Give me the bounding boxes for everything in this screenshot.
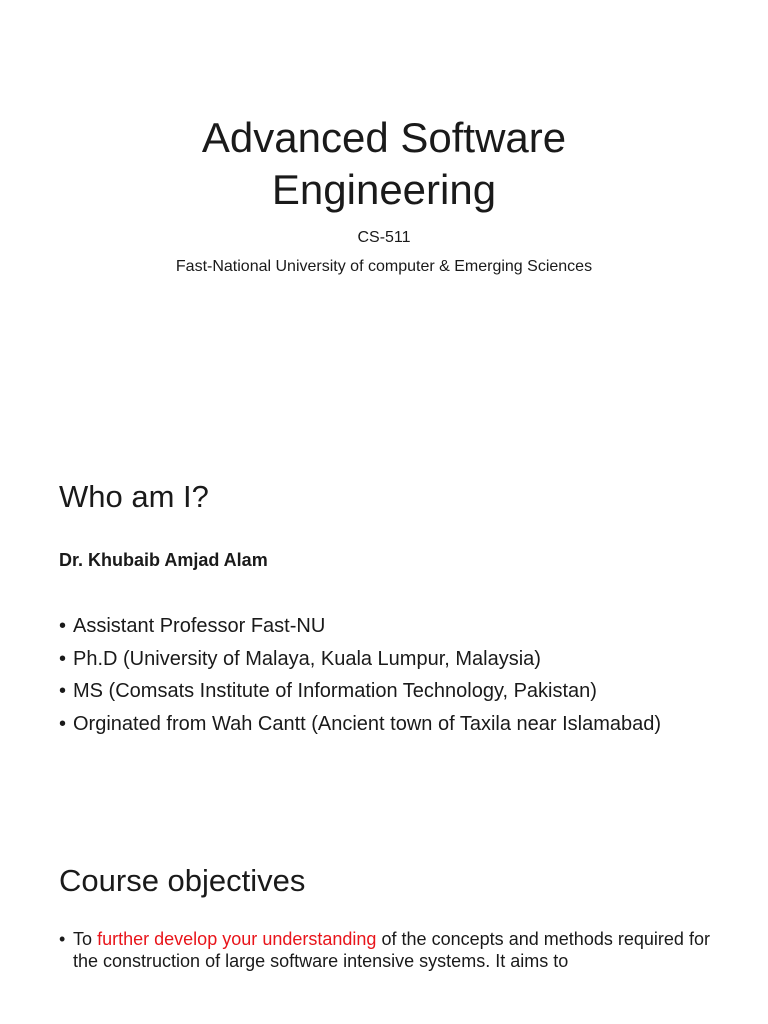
slide-heading: Who am I? — [59, 479, 209, 514]
objective-highlight: further develop your understanding — [97, 929, 377, 949]
bullet-list — [59, 610, 661, 740]
slide-title — [0, 112, 768, 216]
bullet-item: • Ph.D (University of Malaya, Kuala Lumpur, Malaysia) — [59, 643, 661, 676]
title-line-1: Advanced Software — [201, 114, 567, 161]
bullet-item: • Orginated from Wah Cantt (Ancient town of Taxila near Islamabad) — [59, 708, 661, 741]
objective-bullet — [59, 928, 710, 972]
title-slide — [0, 0, 768, 432]
course-code: CS-511 — [357, 229, 411, 246]
instructor-name: Dr. Khubaib Amjad Alam — [59, 550, 268, 570]
objective-rest: of the concepts and methods required for the construction of large software intensive systems. It aims to — [73, 929, 710, 971]
slide-heading: Course objectives — [59, 863, 306, 898]
bullet-dot: • — [59, 929, 66, 949]
title-line-2: Engineering — [271, 166, 497, 213]
university-name: Fast-National University of computer & Emerging Sciences — [175, 258, 593, 275]
about-slide — [0, 432, 768, 864]
bullet-item: • Assistant Professor Fast-NU — [59, 610, 661, 643]
objective-prefix: To — [73, 929, 93, 949]
objectives-slide — [0, 864, 768, 1024]
bullet-item: • MS (Comsats Institute of Information Technology, Pakistan) — [59, 675, 661, 708]
